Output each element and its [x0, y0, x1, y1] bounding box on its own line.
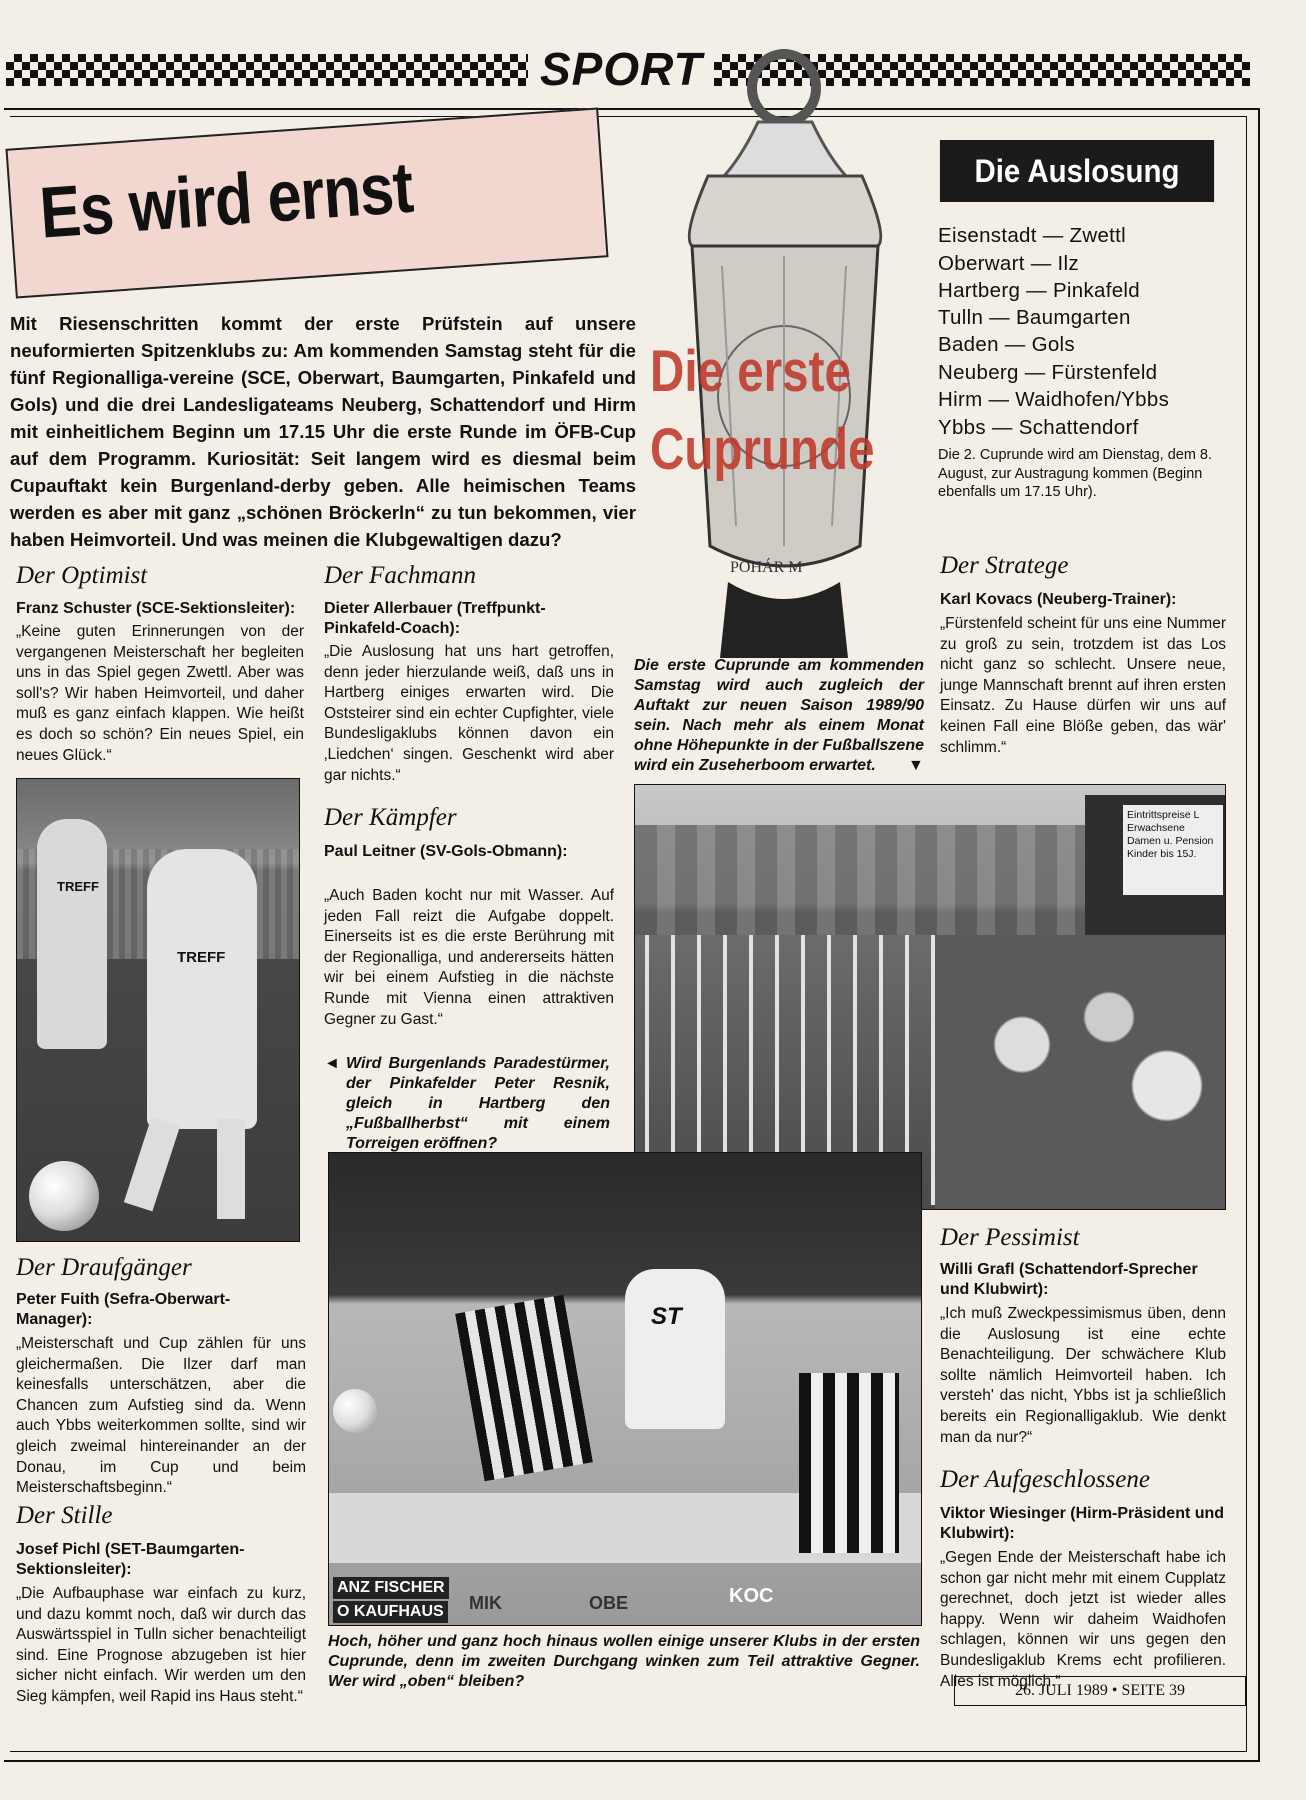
quote-stratege: „Fürstenfeld scheint für uns eine Nummer zu groß zu sein, trotzdem ist das Los nicht ganz so schlecht. Unsere neue, junge Mannschaft brennt auf ihren ersten Einsatz. Zu Hause dürfen wir uns auf keinen Fall eine Blöße geben, das wär' schlimm.“: [940, 615, 1226, 756]
role-stille: Der Stille: [16, 1502, 113, 1529]
footer-date-page: 26. JULI 1989 • SEITE 39: [954, 1676, 1246, 1706]
caption-resnik: Wird Burgenlands Paradestürmer, der Pinkafelder Peter Resnik, gleich in Hartberg den „Fußballherbst“ mit einem Torreigen eröffnen?: [346, 1055, 610, 1152]
person-draufgaenger: Peter Fuith (Sefra-Oberwart-Manager):: [16, 1291, 231, 1328]
draw-pair-4: Tulln — Baumgarten: [938, 306, 1131, 329]
jersey-text-1: TREFF: [57, 879, 99, 894]
photo-crowd: [634, 784, 1226, 1210]
draw-pair-7: Hirm — Waidhofen/Ybbs: [938, 388, 1170, 411]
draw-pair-8: Ybbs — Schattendorf: [938, 416, 1139, 439]
trophy-engraving: POHÁR M: [730, 559, 803, 576]
person-fachmann: Dieter Allerbauer (Treffpunkt-Pinkafeld-Coach):: [324, 600, 546, 637]
ad-4: OBE: [589, 1593, 629, 1613]
role-pessimist: Der Pessimist: [940, 1224, 1080, 1251]
football: [29, 1161, 99, 1231]
ad-3: MIK: [469, 1593, 502, 1613]
caption-trophy-arrow: ▼: [908, 757, 924, 774]
sign-line-3: Damen u. Pension: [1127, 835, 1214, 847]
quote-draufgaenger: „Meisterschaft und Cup zählen für uns gleichermaßen. Die Ilzer darf man keinesfalls unterschätzen, aber die Chancen zum Aufstieg sind da. Wenn auch Ybbs weiterkommen sollte, sind wir gleich zweimal hintereinander an der Donau, im Cup und beim Meisterschaftsbeginn.“: [16, 1335, 306, 1497]
person-stille: Josef Pichl (SET-Baumgarten-Sektionsleiter):: [16, 1541, 245, 1578]
intro-text: Mit Riesenschritten kommt der erste Prüfstein auf unsere neuformierten Spitzenklubs zu: Am kommenden Samstag steht für die fünf Regionalliga-vereine (SCE, Oberwart, Baumgarten, Pinkafeld und Gols) und die drei Landesligateams Neuberg, Schattendorf und Hirm mit einheitlichem Beginn um 17.15 Uhr die erste Runde im ÖFB-Cup auf dem Programm. Kuriosität: Seit langem wird es diesmal beim Cupauftakt kein Burgenland-derby geben. Alle heimischen Teams werden es aber mit ganz „schönen Bröckerln“ zu tun bekommen, vier haben Heimvorteil. Und was meinen die Klubgewaltigen dazu?: [10, 313, 636, 550]
role-kaempfer: Der Kämpfer: [324, 804, 457, 831]
person-aufgeschlossene: Viktor Wiesinger (Hirm-Präsident und Klubwirt):: [940, 1505, 1225, 1542]
role-stratege: Der Stratege: [940, 552, 1069, 579]
headline: Es wird ernst: [37, 147, 416, 254]
quote-aufgeschlossene: „Gegen Ende der Meisterschaft habe ich schon gar nicht mehr mit einem Cupplatz gerechnet, doch jetzt ist wieder alles happy. Wenn wir daheim Waidhofen schlagen, können wir uns gegen den Bundesligaklub Krems echt profilieren. Alles ist möglich.“: [940, 1549, 1226, 1690]
sign-line-2: Erwachsene: [1127, 822, 1185, 834]
sign-line-4: Kinder bis 15J.: [1127, 848, 1197, 860]
person-pessimist: Willi Grafl (Schattendorf-Sprecher und Klubwirt):: [940, 1261, 1198, 1298]
section-title: SPORT: [540, 43, 703, 95]
caption-header: Hoch, höher und ganz hoch hinaus wollen einige unserer Klubs in der ersten Cuprunde, denn im zweiten Durchgang winken zum Teil attraktive Gegner. Wer wird „oben“ bleiben?: [328, 1633, 920, 1690]
person-optimist: Franz Schuster (SCE-Sektionsleiter):: [16, 600, 296, 617]
role-draufgaenger: Der Draufgänger: [16, 1254, 192, 1281]
role-aufgeschlossene: Der Aufgeschlossene: [940, 1466, 1150, 1493]
quote-fachmann: „Die Auslosung hat uns hart getroffen, denn jeder hierzulande weiß, daß uns in Hartberg einiges erwarten wird. Die Oststeirer sind ein echter Cupfighter, viele Bundesligaklubs können davon ein ‚Liedchen‘ singen. Geschenkt wird aber gar nichts.“: [324, 643, 614, 784]
ad-5: KOC: [729, 1585, 774, 1607]
sign-line-1: Eintrittspreise L: [1127, 809, 1200, 821]
draw-pair-3: Hartberg — Pinkafeld: [938, 279, 1140, 302]
person-kaempfer: Paul Leitner (SV-Gols-Obmann):: [324, 843, 568, 860]
football-2: [333, 1389, 377, 1433]
ad-2: ANZ FISCHER: [333, 1577, 449, 1599]
draw-pair-1: Eisenstadt — Zwettl: [938, 224, 1126, 247]
auslosung-note: Die 2. Cuprunde wird am Dienstag, dem 8. August, zur Austragung kommen (Beginn ebenfalls um 17.15 Uhr).: [938, 447, 1213, 500]
ad-1: O KAUFHAUS: [333, 1601, 448, 1623]
draw-pair-5: Baden — Gols: [938, 333, 1075, 356]
caption-resnik-arrow: ◄: [324, 1055, 340, 1072]
caption-trophy: Die erste Cuprunde am kommenden Samstag wird auch zugleich der Auftakt zur neuen Saison 1989/90 sein. Nach mehr als einem Monat ohne Höhepunkte in der Fußballszene wird ein Zuseherboom erwartet.: [634, 657, 924, 774]
red-title-line2: Cuprunde: [650, 417, 875, 482]
role-fachmann: Der Fachmann: [324, 562, 477, 589]
header-checker-left: [6, 54, 528, 86]
photo-resnik: [16, 778, 300, 1242]
quote-kaempfer: „Auch Baden kocht nur mit Wasser. Auf jeden Fall reizt die Aufgabe doppelt. Einerseits ist es die erste Berührung mit der Regionalliga, und andererseits hätten wir bei einem Aufstieg in die nächste Runde mit Vienna einen attraktiven Gegner zu Gast.“: [324, 887, 614, 1028]
quote-optimist: „Keine guten Erinnerungen von der vergangenen Meisterschaft her begleiten uns in das Spiel gegen Zwettl. Aber was soll's? Wir haben Heimvorteil, und daher muß es ganz einfach klappen. Wie heißt es doch so schön? Ein neues Spiel, ein neues Glück.“: [16, 623, 304, 764]
price-sign: [1123, 805, 1223, 895]
person-stratege: Karl Kovacs (Neuberg-Trainer):: [940, 591, 1177, 608]
draw-pair-6: Neuberg — Fürstenfeld: [938, 361, 1158, 384]
shirt-text: ST: [651, 1303, 682, 1330]
auslosung-title: Die Auslosung: [940, 140, 1214, 202]
jersey-text-2: TREFF: [177, 949, 226, 966]
quote-stille: „Die Aufbauphase war einfach zu kurz, und dazu kommt noch, daß wir durch das Auswärtsspiel in Tulln sicher benachteiligt sind. Eine Prognose abzugeben ist hier sicher nicht einfach. Wir werden um den Sieg kämpfen, weil Rapid ins Haus steht.“: [16, 1585, 306, 1705]
quote-pessimist: „Ich muß Zweckpessimismus üben, denn die Auslosung ist eine echte Benachteiligung. Der schwächere Klub sollte nämlich Heimvorteil haben. Ich versteh' das nicht, Ybbs ist ja schließlich bereits ein Regionalligaklub. Wie denkt man da nur?“: [940, 1305, 1226, 1446]
red-title-line1: Die erste: [650, 339, 851, 404]
role-optimist: Der Optimist: [16, 562, 148, 589]
photo-header: [328, 1152, 922, 1626]
draw-pair-2: Oberwart — Ilz: [938, 252, 1079, 275]
